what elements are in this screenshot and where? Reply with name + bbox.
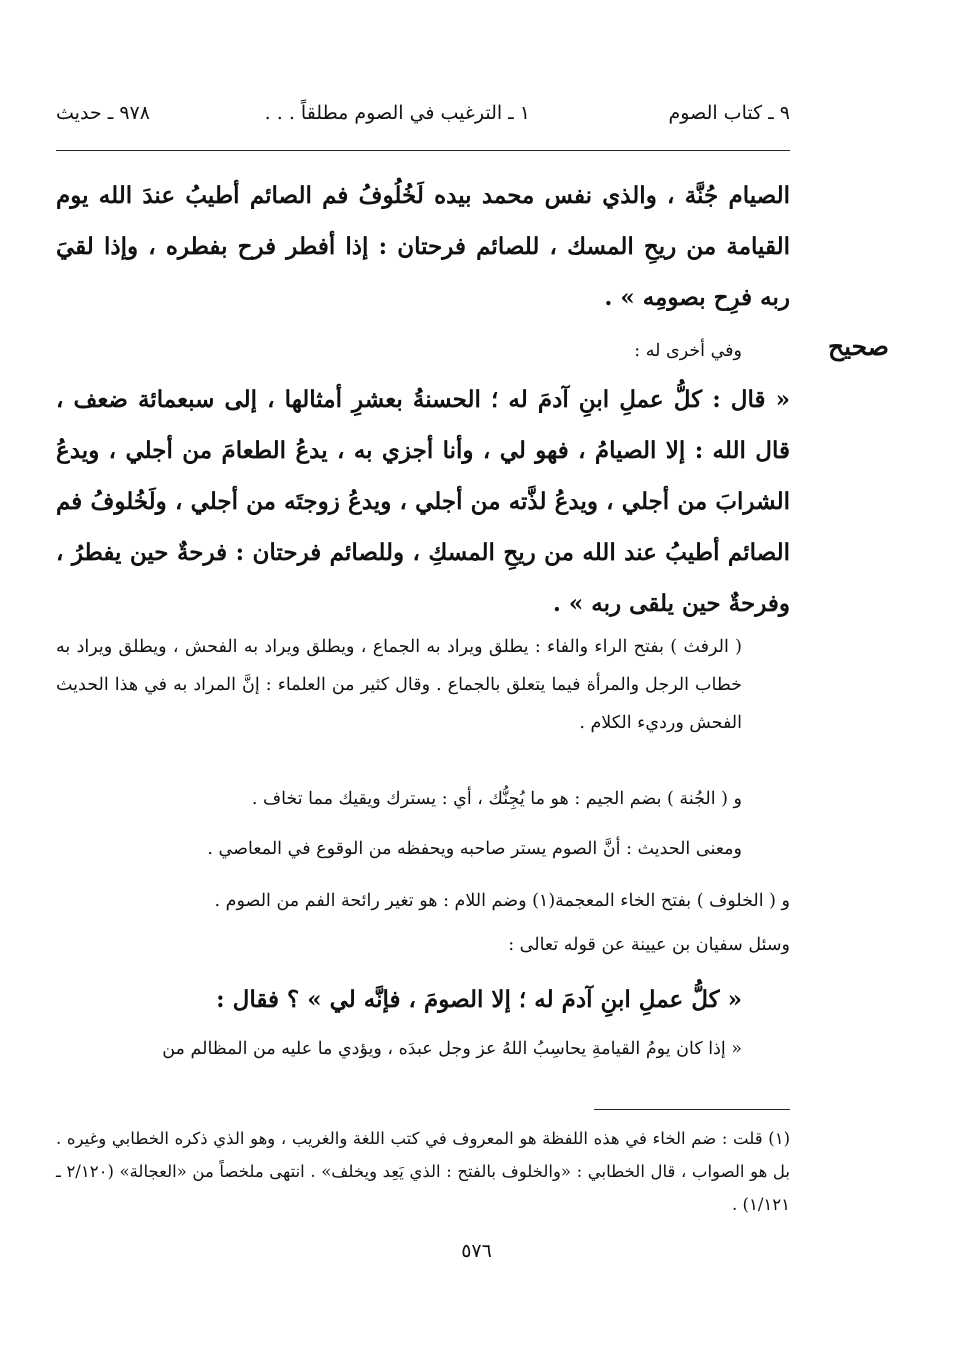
hadith-text-end: الصيام جُنَّة ، والذي نفس محمد بيده لَخُلُوفُ فم الصائم أطيبُ عندَ الله يوم القيامة من ريحِ المسك ، للصائم فرحتان : إذا أفطر فرح بفطره ، وإذا لقيَ ربه فرِح بصومِه » .	[56, 182, 790, 311]
footnote-1: (١) قلت : ضم الخاء في هذه اللفظة هو المعروف في كتب اللغة والغريب ، وهو الذي ذكره الخطابي وغيره . بل هو الصواب ، قال الخطابي : «والخلوف بالفتح : الذي يَعِد ويخلف» . انتهى ملخصاً من «العجالة» (٢/١٢٠ ـ ١/١٢١) .	[56, 1129, 790, 1214]
footnote-divider	[594, 1109, 790, 1110]
other-version-intro: وفي أخرى له :	[634, 341, 742, 361]
header-divider	[56, 150, 790, 151]
running-header	[56, 96, 790, 136]
grade-label: صحيح	[827, 332, 889, 361]
note-rafath: ( الرفث ) بفتح الراء والفاء : يطلق ويراد به الجماع ، ويطلق ويراد به الفحش ، ويطلق ويراد به خطاب الرجل والمرأة فيما يتعلق بالجماع . وقال كثير من العلماء : إنَّ المراد به في هذا الحديث الفحش ورديء الكلام .	[56, 637, 742, 733]
sufyan-intro: وسئل سفيان بن عيينة عن قوله تعالى :	[508, 935, 790, 955]
page-number: ٥٧٦	[461, 1240, 492, 1262]
sufyan-answer: « إذا كان يومُ القيامةِ يحاسِبُ اللهُ عز وجل عبدَه ، ويؤدي ما عليه من المظالم من	[162, 1039, 742, 1059]
note-khuluf: و ( الخلوف ) بفتح الخاء المعجمة(١) وضم اللام : هو تغير رائحة الفم من الصوم .	[214, 891, 790, 911]
header-hadith-number: ٩٧٨ ـ حديث	[56, 102, 150, 124]
note-junna: و ( الجُنة ) بضم الجيم : هو ما يُجِنُّك ، أي : يسترك ويقيك مما تخاف .	[251, 789, 742, 809]
sufyan-quote: « كلُّ عملِ ابنِ آدمَ له ؛ إلا الصومَ ، فإنَّه لي » ؟ فقال :	[216, 986, 742, 1013]
note-meaning: ومعنى الحديث : أنَّ الصوم يستر صاحبه ويحفظه من الوقوع في المعاصي .	[207, 839, 742, 859]
other-version-hadith: « قال : كلُّ عملِ ابنِ آدمَ له ؛ الحسنةُ بعشرِ أمثالها ، إلى سبعمائة ضعف ، قال الله : إلا الصيامُ ، فهو لي ، وأنا أجزي به ، يدعُ الطعامَ من أجلي ، ويدعُ الشرابَ من أجلي ، ويدعُ لذَّته من أجلي ، ويدعُ زوجتَه من أجلي ، ولَخُلوفُ فم الصائم أطيبُ عند الله من ريحِ المسكِ ، وللصائم فرحتان : فرحةٌ حين يفطرُ ، وفرحةٌ حين يلقى ربه » .	[56, 386, 790, 617]
header-book-title: ٩ ـ كتاب الصوم	[668, 102, 790, 124]
header-chapter-title: ١ ـ الترغيب في الصوم مطلقاً . . .	[264, 102, 530, 124]
